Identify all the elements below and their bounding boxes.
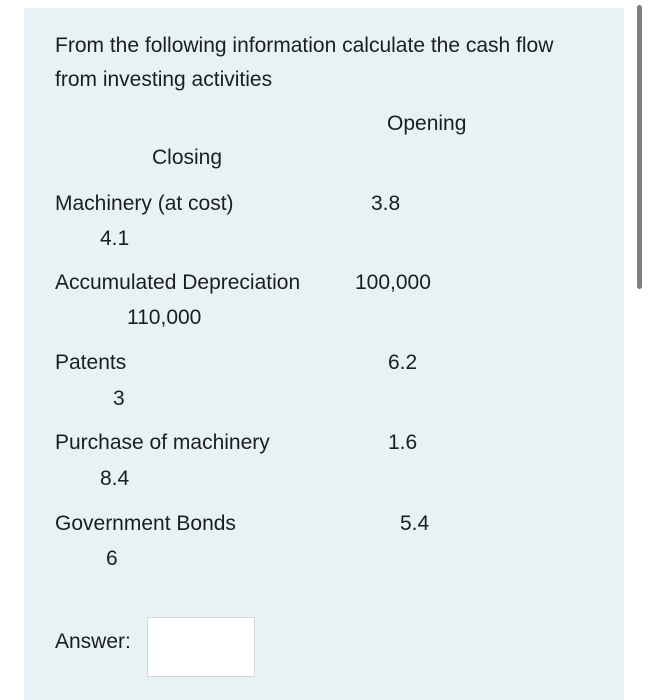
row-closing-purchase-of-machinery: 8.4	[100, 467, 130, 490]
row-opening-machinery: 3.8	[371, 192, 401, 215]
row-closing-machinery: 4.1	[100, 227, 130, 250]
row-opening-patents: 6.2	[388, 351, 418, 374]
answer-input[interactable]	[147, 617, 255, 677]
row-opening-accumulated-depreciation: 100,000	[355, 271, 431, 294]
row-label-machinery: Machinery (at cost)	[55, 192, 234, 215]
row-label-accumulated-depreciation: Accumulated Depreciation	[55, 271, 301, 294]
opening-header: Opening	[387, 112, 467, 135]
row-closing-accumulated-depreciation: 110,000	[127, 306, 202, 329]
question-text: From the following information calculate the cash flow from investing activities	[55, 34, 554, 91]
row-label-purchase-of-machinery: Purchase of machinery	[55, 431, 270, 454]
row-opening-purchase-of-machinery: 1.6	[388, 431, 418, 454]
answer-label: Answer:	[55, 630, 131, 653]
row-label-government-bonds: Government Bonds	[55, 512, 236, 535]
scrollbar-thumb[interactable]	[637, 5, 642, 289]
closing-header: Closing	[152, 146, 223, 169]
row-closing-government-bonds: 6	[106, 547, 118, 570]
row-opening-government-bonds: 5.4	[400, 512, 430, 535]
row-closing-patents: 3	[113, 387, 125, 410]
row-label-patents: Patents	[55, 351, 127, 374]
